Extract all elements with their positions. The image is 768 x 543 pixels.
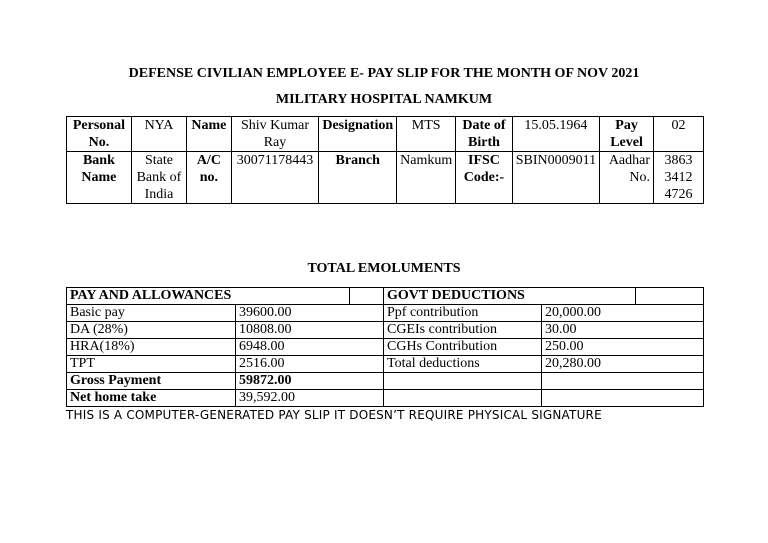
aadhar-label: Aadhar No. bbox=[600, 152, 654, 204]
emoluments-header-row bbox=[67, 288, 704, 305]
pay-item-label: Basic pay bbox=[67, 305, 236, 322]
pay-item-label: TPT bbox=[67, 356, 236, 373]
pay-level-label: Pay Level bbox=[600, 117, 654, 152]
pay-item-label: DA (28%) bbox=[67, 322, 236, 339]
pay-item-label: HRA(18%) bbox=[67, 339, 236, 356]
pay-item-value: 39600.00 bbox=[236, 305, 384, 322]
computer-generated-note: THIS IS A COMPUTER-GENERATED PAY SLIP IT DOESN’T REQUIRE PHYSICAL SIGNATURE bbox=[66, 408, 602, 422]
dob-value: 15.05.1964 bbox=[512, 117, 599, 152]
empty-cell bbox=[384, 373, 542, 390]
ac-no-value: 30071178443 bbox=[231, 152, 319, 204]
net-home-take-label: Net home take bbox=[67, 390, 236, 407]
table-row bbox=[67, 356, 704, 373]
employee-info-table bbox=[66, 116, 704, 204]
name-label: Name bbox=[187, 117, 232, 152]
pay-item-value: 6948.00 bbox=[236, 339, 384, 356]
pay-item-value: 10808.00 bbox=[236, 322, 384, 339]
branch-value: Namkum bbox=[397, 152, 456, 204]
deduction-item-label: CGEIs contribution bbox=[384, 322, 542, 339]
name-value: Shiv Kumar Ray bbox=[231, 117, 319, 152]
gross-payment-label: Gross Payment bbox=[67, 373, 236, 390]
deduction-item-value: 30.00 bbox=[542, 322, 704, 339]
pay-item-value: 2516.00 bbox=[236, 356, 384, 373]
branch-label: Branch bbox=[319, 152, 397, 204]
deduction-item-label: Total deductions bbox=[384, 356, 542, 373]
pay-level-value: 02 bbox=[654, 117, 704, 152]
empty-cell bbox=[636, 288, 704, 305]
employee-info-row-1 bbox=[67, 117, 704, 152]
designation-label: Designation bbox=[319, 117, 397, 152]
net-home-take-row bbox=[67, 390, 704, 407]
gross-payment-row bbox=[67, 373, 704, 390]
employee-info-row-2 bbox=[67, 152, 704, 204]
deduction-item-label: Ppf contribution bbox=[384, 305, 542, 322]
designation-value: MTS bbox=[397, 117, 456, 152]
table-row bbox=[67, 339, 704, 356]
empty-cell bbox=[542, 373, 704, 390]
govt-deductions-header: GOVT DEDUCTIONS bbox=[384, 288, 636, 305]
ac-no-label: A/C no. bbox=[187, 152, 232, 204]
deduction-item-value: 250.00 bbox=[542, 339, 704, 356]
personal-no-value: NYA bbox=[131, 117, 186, 152]
personal-no-label: Personal No. bbox=[67, 117, 132, 152]
deduction-item-label: CGHs Contribution bbox=[384, 339, 542, 356]
bank-name-value: State Bank of India bbox=[131, 152, 186, 204]
hospital-name: MILITARY HOSPITAL NAMKUM bbox=[275, 92, 493, 107]
bank-name-label: Bank Name bbox=[67, 152, 132, 204]
deduction-item-value: 20,280.00 bbox=[542, 356, 704, 373]
table-row bbox=[67, 305, 704, 322]
empty-cell bbox=[542, 390, 704, 407]
ifsc-value: SBIN0009011 bbox=[512, 152, 599, 204]
empty-cell bbox=[350, 288, 384, 305]
gross-payment-value: 59872.00 bbox=[236, 373, 384, 390]
deduction-item-value: 20,000.00 bbox=[542, 305, 704, 322]
payslip-title: DEFENSE CIVILIAN EMPLOYEE E- PAY SLIP FOR THE MONTH OF NOV 2021 bbox=[128, 66, 640, 81]
ifsc-label: IFSC Code:- bbox=[456, 152, 512, 204]
pay-allowances-header: PAY AND ALLOWANCES bbox=[67, 288, 350, 305]
aadhar-value: 3863 3412 4726 bbox=[654, 152, 704, 204]
emoluments-table bbox=[66, 287, 704, 407]
dob-label: Date of Birth bbox=[456, 117, 512, 152]
net-home-take-value: 39,592.00 bbox=[236, 390, 384, 407]
emoluments-heading: TOTAL EMOLUMENTS bbox=[307, 261, 461, 276]
empty-cell bbox=[384, 390, 542, 407]
table-row bbox=[67, 322, 704, 339]
